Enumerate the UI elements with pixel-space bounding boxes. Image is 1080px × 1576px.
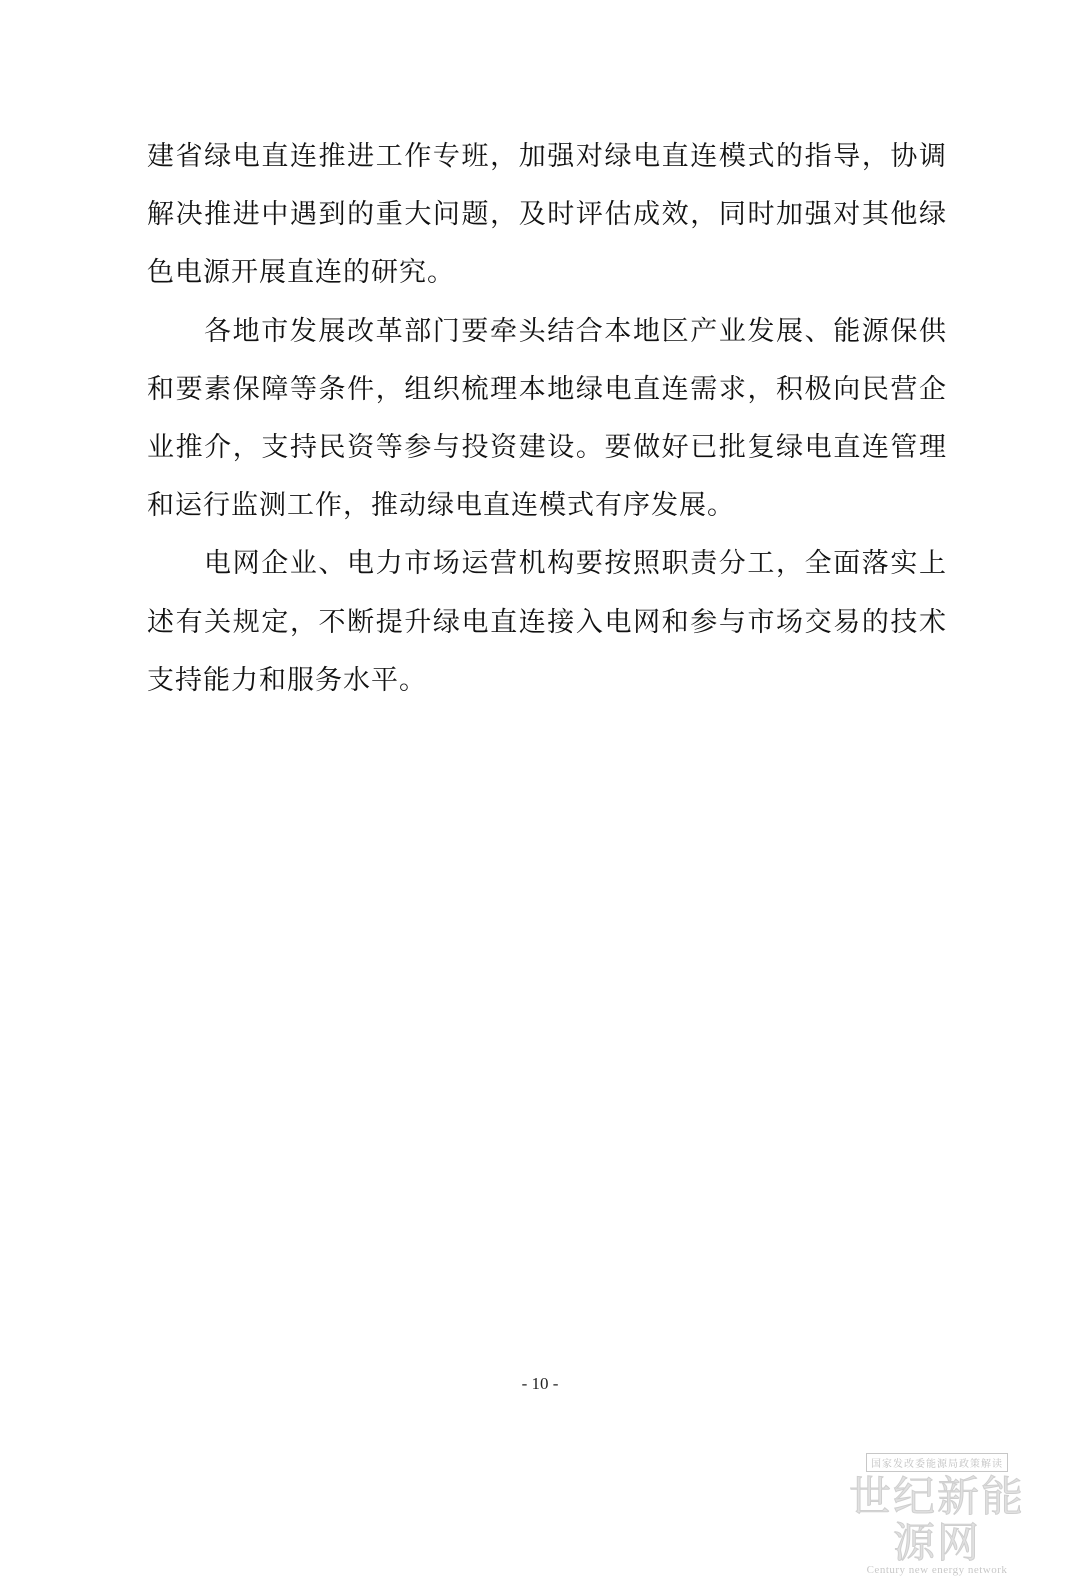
text-line: 业推介，支持民资等参与投资建设。要做好已批复绿电直连管理 [147,431,947,463]
text-line: 解决推进中遇到的重大问题，及时评估成效，同时加强对其他绿 [147,199,947,231]
paragraph-2 [147,303,947,536]
text-line: 和运行监测工作，推动绿电直连模式有序发展。 [147,490,735,522]
document-body [147,128,947,710]
text-line: 述有关规定，不断提升绿电直连接入电网和参与市场交易的技术 [147,606,947,638]
watermark-english: Century new energy network [866,1564,1008,1576]
text-line: 建省绿电直连推进工作专班，加强对绿电直连模式的指导，协调 [147,141,947,172]
text-line: 支持能力和服务水平。 [147,664,427,696]
page-number: - 10 - [521,1374,559,1393]
text-line: 和要素保障等条件，组织梳理本地绿电直连需求，积极向民营企 [147,373,947,405]
paragraph-3 [147,535,947,710]
text-line: 色电源开展直连的研究。 [147,257,455,289]
watermark-caption: 国家发改委能源局政策解读 [866,1453,1008,1472]
site-watermark [832,1452,1042,1576]
text-line: 电网企业、电力市场运营机构要按照职责分工，全面落实上 [204,548,947,580]
watermark-logo: 世纪新能源网 [848,1472,1025,1567]
text-line: 各地市发展改革部门要牵头结合本地区产业发展、能源保供 [204,315,947,347]
paragraph-1 [147,128,947,303]
